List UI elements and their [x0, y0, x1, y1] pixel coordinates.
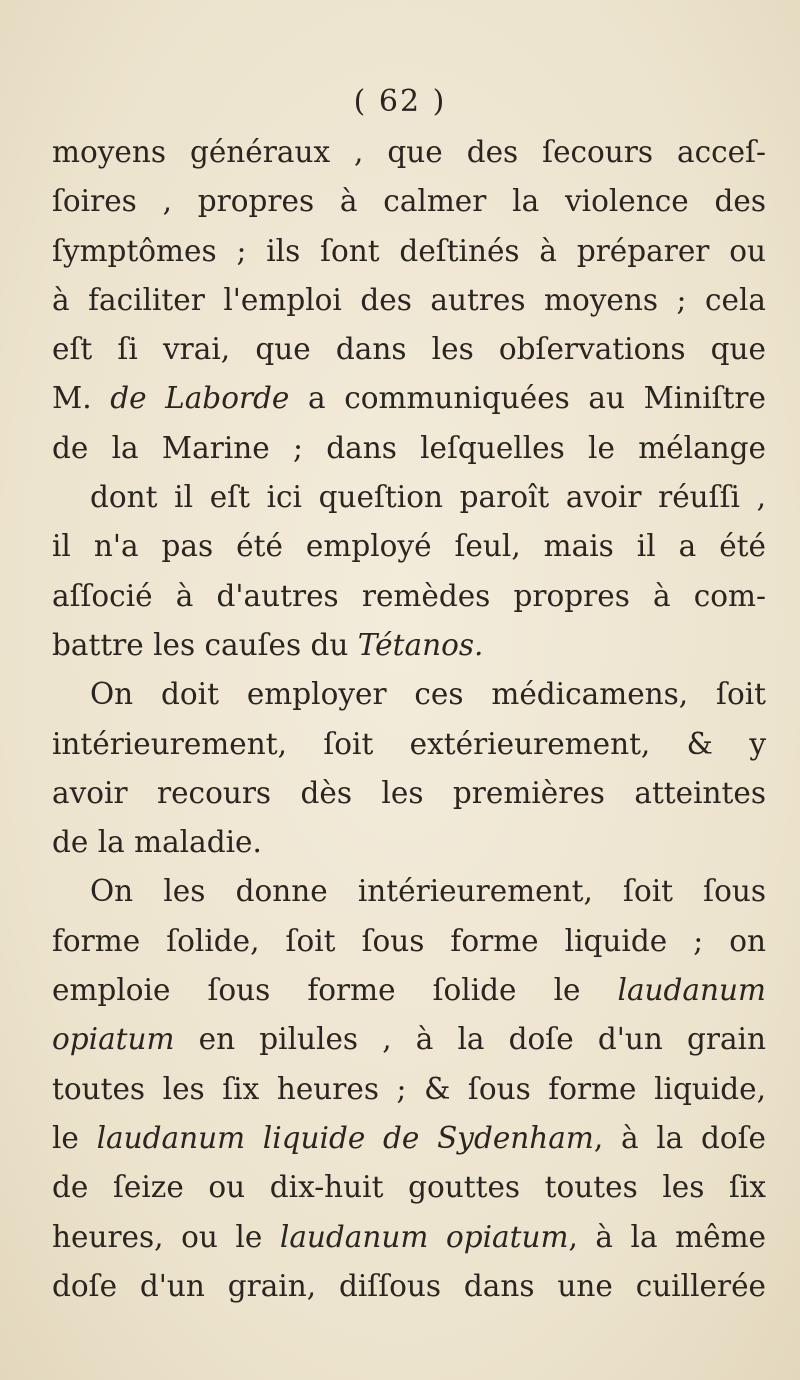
text-line: avoir recours dès les premières atteintes	[52, 775, 766, 810]
text-line: il n'a pas été employé ſeul, mais il a été	[52, 529, 766, 564]
italic-term: opiatum	[52, 1022, 175, 1057]
text-line: battre les cauſes du Tétanos.	[52, 627, 484, 662]
text-line: aſſocié à d'autres remèdes propres à com-	[52, 578, 766, 613]
text-line: ſymptômes ; ils ſont deſtinés à préparer ou	[52, 233, 766, 268]
italic-term: Tétanos.	[357, 627, 484, 662]
text-line: M. de Laborde a communiquées au Miniſtre	[52, 381, 766, 416]
text-line: de ſeize ou dix-huit gouttes toutes les ſix	[52, 1170, 766, 1205]
text-line: doſe d'un grain, diſſous dans une cuillerée	[52, 1268, 766, 1303]
page-number: ( 62 )	[353, 84, 447, 119]
text-line: opiatum en pilules , à la doſe d'un grain	[52, 1022, 766, 1057]
text-line: de la Marine ; dans leſquelles le mélange	[52, 430, 766, 465]
body-text	[52, 128, 766, 1311]
text-line: heures, ou le laudanum opiatum, à la même	[52, 1219, 766, 1254]
text-line: toutes les ſix heures ; & ſous forme liquide,	[52, 1071, 766, 1106]
text-line: emploie ſous forme ſolide le laudanum	[52, 973, 766, 1008]
text-line: le laudanum liquide de Sydenham, à la doſe	[52, 1120, 766, 1155]
paragraph-start: On doit employer ces médicamens, ſoit	[90, 677, 766, 712]
text-line: dont il eſt ici queſtion paroît avoir réuſſi ,	[90, 480, 766, 515]
italic-term: laudanum liquide de Sydenham	[96, 1120, 594, 1155]
text-line: eſt ſi vrai, que dans les obſervations que	[52, 332, 766, 367]
paragraph-start: On les donne intérieurement, ſoit ſous	[90, 874, 766, 909]
text-line: de la maladie.	[52, 825, 262, 860]
text-line: intérieurement, ſoit extérieurement, & y	[52, 726, 766, 761]
text-line: ſoires , propres à calmer la violence des	[52, 184, 766, 219]
author-name: de Laborde	[110, 381, 290, 416]
text-line: moyens généraux , que des ſecours acceſ-	[52, 135, 766, 169]
italic-term: laudanum opiatum	[279, 1219, 569, 1254]
italic-term: laudanum	[617, 973, 766, 1008]
text-line: à faciliter l'emploi des autres moyens ; cela	[52, 282, 766, 317]
text-line: forme ſolide, ſoit ſous forme liquide ; on	[52, 923, 766, 958]
